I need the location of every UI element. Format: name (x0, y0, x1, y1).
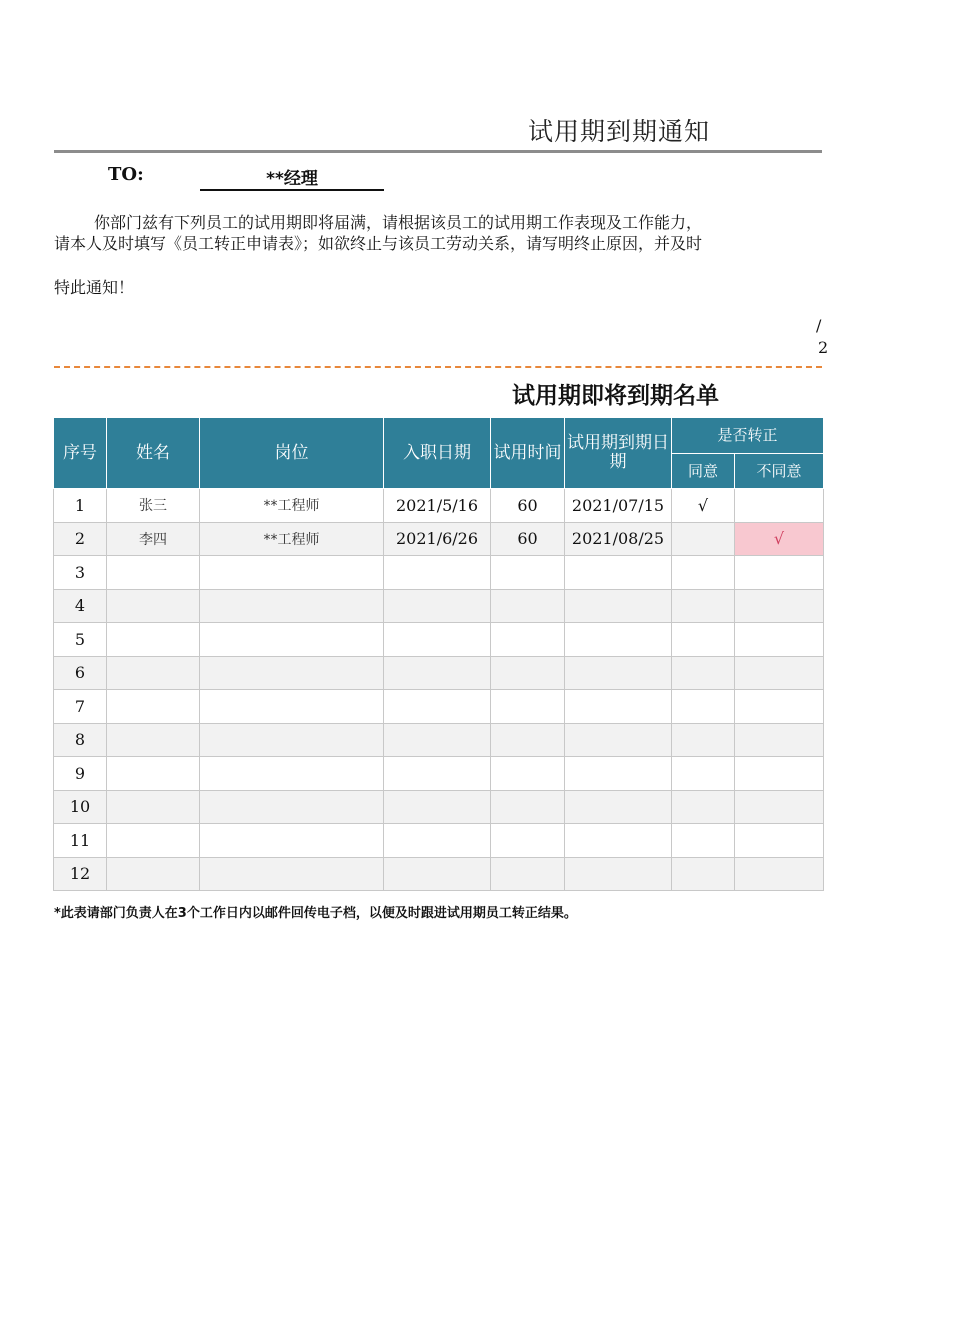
cell-disagree (735, 857, 824, 891)
cell-probation-length: 60 (491, 489, 565, 523)
cell-name (107, 723, 200, 757)
cell-index: 1 (54, 489, 107, 523)
notice-title: 试用期到期通知 (528, 117, 711, 146)
header-name: 姓名 (107, 418, 200, 489)
table-row (54, 757, 824, 791)
cell-name (107, 623, 200, 657)
cell-index: 9 (54, 757, 107, 791)
cell-index: 10 (54, 790, 107, 824)
table-row (54, 656, 824, 690)
cell-hire-date (384, 757, 491, 791)
cell-agree (672, 790, 735, 824)
cell-hire-date (384, 824, 491, 858)
cell-probation-length (491, 857, 565, 891)
cell-hire-date (384, 656, 491, 690)
notice-body-line-1: 你部门兹有下列员工的试用期即将届满，请根据该员工的试用期工作表现及工作能力， (94, 213, 703, 232)
cell-position (200, 556, 384, 590)
cell-name (107, 656, 200, 690)
notice-closing: 特此通知！ (54, 278, 135, 297)
header-position: 岗位 (200, 418, 384, 489)
cell-disagree (735, 589, 824, 623)
table-row (54, 589, 824, 623)
cell-agree (672, 623, 735, 657)
cell-hire-date (384, 857, 491, 891)
cell-name (107, 589, 200, 623)
table-row (54, 790, 824, 824)
cell-hire-date (384, 723, 491, 757)
cell-agree (672, 589, 735, 623)
cell-name (107, 556, 200, 590)
cell-hire-date: 2021/6/26 (384, 522, 491, 556)
cell-agree: √ (672, 489, 735, 523)
cell-hire-date (384, 589, 491, 623)
table-row (54, 690, 824, 724)
cell-position (200, 857, 384, 891)
cell-name: 李四 (107, 522, 200, 556)
cell-name (107, 757, 200, 791)
cell-name (107, 690, 200, 724)
cell-index: 3 (54, 556, 107, 590)
table-row (54, 623, 824, 657)
probation-roster-table (53, 417, 824, 891)
table-row (54, 723, 824, 757)
cell-probation-end: 2021/08/25 (565, 522, 672, 556)
cell-probation-end (565, 723, 672, 757)
cell-position (200, 656, 384, 690)
cell-probation-end (565, 790, 672, 824)
cell-name (107, 790, 200, 824)
cell-disagree (735, 790, 824, 824)
header-disagree: 不同意 (735, 454, 824, 489)
cell-hire-date (384, 790, 491, 824)
header-regularize: 是否转正 (672, 418, 824, 454)
cell-disagree: √ (735, 522, 824, 556)
cell-probation-length (491, 790, 565, 824)
cell-probation-length (491, 723, 565, 757)
cell-probation-length: 60 (491, 522, 565, 556)
cell-index: 12 (54, 857, 107, 891)
tear-off-line (54, 366, 822, 368)
roster-title: 试用期即将到期名单 (512, 383, 719, 409)
cell-probation-length (491, 690, 565, 724)
table-row (54, 857, 824, 891)
cell-probation-end (565, 656, 672, 690)
cell-position (200, 690, 384, 724)
cell-position: **工程师 (200, 489, 384, 523)
title-divider (54, 150, 822, 153)
cell-probation-end (565, 556, 672, 590)
cell-hire-date (384, 556, 491, 590)
cell-probation-end (565, 857, 672, 891)
cell-index: 2 (54, 522, 107, 556)
cell-probation-end (565, 623, 672, 657)
cell-name: 张三 (107, 489, 200, 523)
cell-index: 5 (54, 623, 107, 657)
cell-disagree (735, 690, 824, 724)
to-recipient: **经理 (266, 169, 318, 189)
cell-name (107, 857, 200, 891)
cell-hire-date (384, 690, 491, 724)
roster-body (54, 489, 824, 891)
cell-probation-length (491, 556, 565, 590)
table-row (54, 522, 824, 556)
cell-probation-length (491, 589, 565, 623)
cell-agree (672, 723, 735, 757)
cell-agree (672, 556, 735, 590)
cell-disagree (735, 556, 824, 590)
cell-probation-length (491, 757, 565, 791)
cell-probation-length (491, 656, 565, 690)
cell-position (200, 790, 384, 824)
cell-disagree (735, 824, 824, 858)
table-row (54, 556, 824, 590)
cell-probation-length (491, 623, 565, 657)
cell-probation-end (565, 690, 672, 724)
cell-agree (672, 757, 735, 791)
cell-probation-end (565, 824, 672, 858)
date-fragment: 2 (818, 338, 829, 357)
cell-name (107, 824, 200, 858)
cell-disagree (735, 489, 824, 523)
notice-body (54, 212, 954, 254)
header-index: 序号 (54, 418, 107, 489)
table-row (54, 824, 824, 858)
header-agree: 同意 (672, 454, 735, 489)
cell-index: 8 (54, 723, 107, 757)
cell-position (200, 723, 384, 757)
table-row (54, 489, 824, 523)
to-label: TO: (108, 164, 144, 185)
cell-agree (672, 522, 735, 556)
footnote: *此表请部门负责人在3个工作日内以邮件回传电子档，以便及时跟进试用期员工转正结果。 (54, 906, 577, 921)
cell-position (200, 623, 384, 657)
cell-hire-date: 2021/5/16 (384, 489, 491, 523)
cell-hire-date (384, 623, 491, 657)
cell-disagree (735, 623, 824, 657)
cell-agree (672, 656, 735, 690)
cell-index: 11 (54, 824, 107, 858)
cell-probation-end: 2021/07/15 (565, 489, 672, 523)
cell-disagree (735, 656, 824, 690)
cell-position: **工程师 (200, 522, 384, 556)
cell-position (200, 757, 384, 791)
recipient-underline (200, 189, 384, 191)
signature-fragment: / (816, 316, 822, 335)
cell-disagree (735, 723, 824, 757)
cell-index: 6 (54, 656, 107, 690)
cell-position (200, 824, 384, 858)
cell-probation-end (565, 757, 672, 791)
cell-probation-length (491, 824, 565, 858)
header-probation-end: 试用期到期日期 (565, 418, 672, 489)
cell-agree (672, 857, 735, 891)
cell-agree (672, 690, 735, 724)
cell-disagree (735, 757, 824, 791)
cell-index: 4 (54, 589, 107, 623)
cell-index: 7 (54, 690, 107, 724)
header-hire-date: 入职日期 (384, 418, 491, 489)
cell-position (200, 589, 384, 623)
cell-probation-end (565, 589, 672, 623)
notice-body-line-2: 请本人及时填写《员工转正申请表》；如欲终止与该员工劳动关系，请写明终止原因，并及时 (54, 234, 703, 253)
cell-agree (672, 824, 735, 858)
header-probation-length: 试用时间 (491, 418, 565, 489)
